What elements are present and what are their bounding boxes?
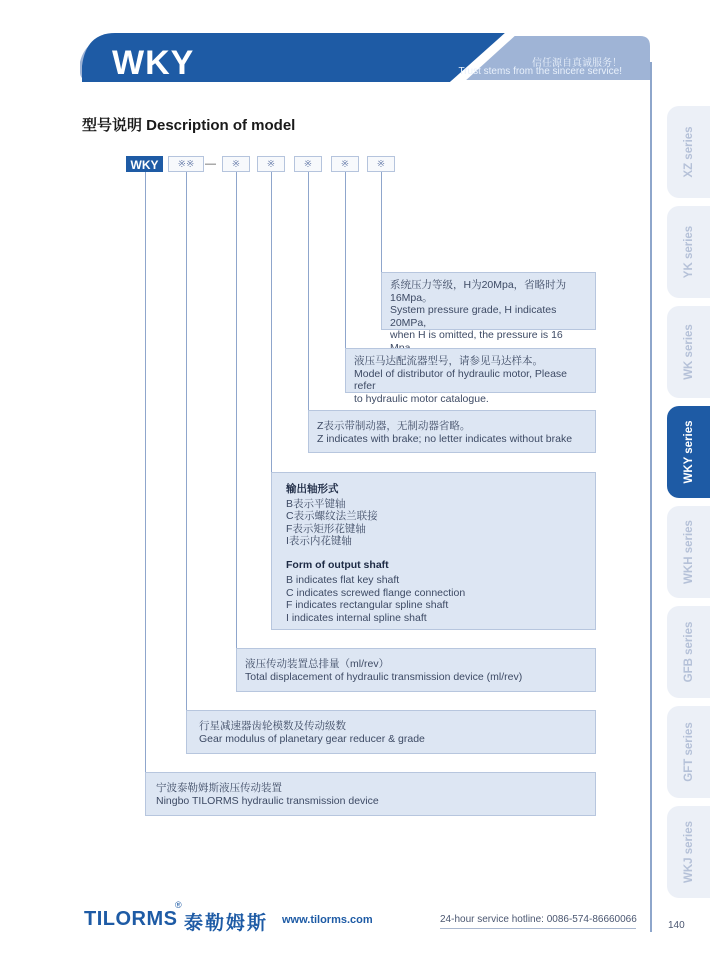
tab-label: YK series (682, 225, 695, 279)
code-prefix-box: WKY (126, 156, 163, 172)
connector-line-shaft (271, 172, 272, 472)
website-link[interactable]: www.tilorms.com (282, 914, 373, 926)
device-line-en: Ningbo TILORMS hydraulic transmission device (156, 794, 379, 807)
shaft-line-cn-f: F表示矩形花键轴 (286, 522, 366, 535)
service-hotline: 24-hour service hotline: 0086-574-86660066 (440, 914, 637, 925)
tab-wky-series[interactable] (667, 406, 710, 498)
slogan-english: Trust stems from the sincere service! (458, 66, 622, 77)
shaft-line-en-f: F indicates rectangular spline shaft (286, 599, 449, 611)
shaft-title-cn: 输出轴形式 (286, 483, 339, 495)
output-shaft-box (271, 472, 596, 630)
connector-line-distributor (345, 172, 346, 348)
code-box-distributor: ※ (331, 156, 359, 172)
code-box-gear: ※※ (168, 156, 204, 172)
series-title: WKY (112, 44, 195, 82)
brand-logo-text: TILORMS (84, 908, 178, 930)
pressure-grade-line-cn: 系统压力等级，H为20Mpa，省略时为16Mpa。 (390, 279, 567, 304)
tab-gfb-series[interactable] (667, 606, 710, 698)
tab-label: WK series (682, 324, 695, 380)
shaft-line-en-b: B indicates flat key shaft (286, 574, 400, 586)
section-title: 型号说明 Description of model (82, 117, 296, 134)
hotline-underline (440, 928, 636, 929)
shaft-title-en: Form of output shaft (286, 558, 389, 571)
code-dash: — (205, 158, 216, 170)
connector-line-gear (186, 172, 187, 710)
tab-label: GFT series (682, 722, 695, 782)
connector-line-pressure (381, 172, 382, 272)
displacement-line-en: Total displacement of hydraulic transmission device (ml/rev) (245, 670, 523, 683)
tab-wk-series[interactable] (667, 306, 710, 398)
distributor-line-en2: to hydraulic motor catalogue. (354, 392, 489, 405)
displacement-box (236, 648, 596, 692)
distributor-line-cn: 液压马达配流器型号，请参见马达样本。 (354, 355, 543, 367)
connector-line-brake (308, 172, 309, 410)
connector-line-displacement (236, 172, 237, 648)
gear-modulus-box (186, 710, 596, 754)
tab-wkj-series[interactable] (667, 806, 710, 898)
shaft-line-en-i: I indicates internal spline shaft (286, 611, 427, 624)
brake-line-en: Z indicates with brake; no letter indicates without brake (317, 432, 573, 445)
shaft-line-cn-i: I表示内花键轴 (286, 535, 352, 547)
code-box-brake: ※ (294, 156, 322, 172)
code-box-shaft: ※ (257, 156, 285, 172)
registered-mark: ® (175, 900, 182, 910)
brake-box (308, 410, 596, 453)
page-number: 140 (668, 920, 685, 931)
tab-label: WKY series (682, 420, 695, 484)
shaft-line-en-c: C indicates screwed flange connection (286, 586, 466, 599)
page-frame-line (650, 62, 652, 932)
device-box (145, 772, 596, 816)
distributor-model-box (345, 348, 596, 405)
distributor-line-en1: Model of distributor of hydraulic motor, Please refer (354, 367, 568, 392)
gear-line-cn: 行星减速器齿轮模数及传动级数 (199, 720, 346, 732)
displacement-line-cn: 液压传动装置总排量（ml/rev） (245, 658, 390, 670)
brake-line-cn: Z表示带制动器，无制动器省略。 (317, 420, 471, 432)
device-line-cn: 宁波泰勒姆斯液压传动装置 (156, 782, 282, 794)
tab-yk-series[interactable] (667, 206, 710, 298)
connector-line-prefix (145, 172, 146, 772)
tab-wkh-series[interactable] (667, 506, 710, 598)
pressure-grade-line-en2: when H is omitted, the pressure is 16 (390, 329, 563, 341)
shaft-line-cn-b: B表示平键轴 (286, 497, 346, 510)
tab-label: XZ series (682, 126, 695, 178)
tab-label: WKJ series (682, 820, 695, 884)
tab-gft-series[interactable] (667, 706, 710, 798)
gear-line-en: Gear modulus of planetary gear reducer & grade (199, 732, 425, 745)
brand-logo-chinese: 泰勒姆斯 (184, 913, 269, 934)
tab-label: GFB series (682, 621, 695, 683)
slogan-chinese: 信任源自真诚服务！ (532, 58, 622, 69)
tab-xz-series[interactable] (667, 106, 710, 198)
pressure-grade-line-en1: System pressure grade, H indicates 20MPa, (390, 304, 557, 329)
tab-label: WKH series (682, 520, 695, 584)
code-box-displacement: ※ (222, 156, 250, 172)
shaft-line-cn-c: C表示螺纹法兰联接 (286, 510, 378, 522)
code-box-pressure: ※ (367, 156, 395, 172)
pressure-grade-box (381, 272, 596, 341)
